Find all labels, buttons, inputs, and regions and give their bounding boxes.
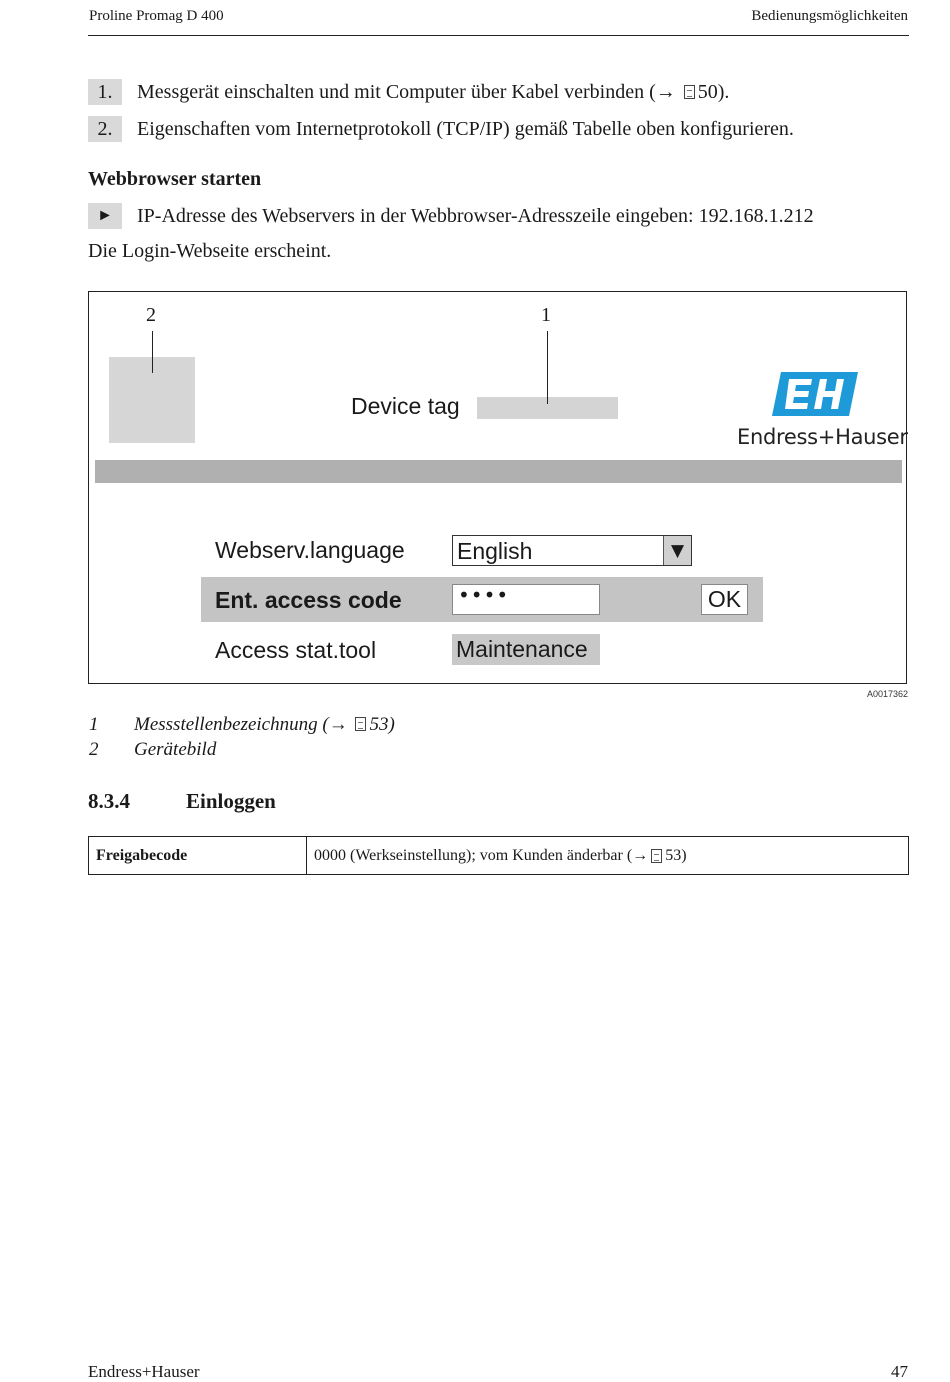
- legend-text-main: Messstellenbezeichnung (→: [134, 714, 348, 735]
- webbrowser-heading: Webbrowser starten: [88, 168, 262, 190]
- language-value: English: [457, 538, 533, 564]
- access-code-value: ••••: [458, 583, 510, 607]
- table-key: Freigabecode: [89, 837, 307, 874]
- callout-1: 1: [541, 304, 551, 326]
- step-page-ref: 50).: [697, 80, 730, 103]
- login-page-figure: [88, 291, 907, 684]
- footer-brand: Endress+Hauser: [88, 1362, 200, 1381]
- step-number: 1.: [88, 79, 122, 105]
- access-code-label: Ent. access code: [215, 587, 402, 613]
- page-ref-icon: [684, 85, 695, 99]
- callout-2-line-overlay: [152, 331, 153, 373]
- step-text: Eigenschaften vom Internetprotokoll (TCP/IP) gemäß Tabelle oben konfigurieren.: [137, 117, 794, 140]
- access-status-value: Maintenance: [452, 634, 600, 665]
- step-1: [88, 79, 729, 105]
- page-ref-icon: [651, 849, 662, 863]
- navigation-bar: [95, 460, 902, 483]
- language-label: Webserv.language: [215, 537, 405, 563]
- figure-id: A0017362: [866, 689, 908, 699]
- action-marker: ►: [88, 203, 122, 229]
- legend-page-ref: 53): [369, 714, 395, 735]
- step-text-main: Messgerät einschalten und mit Computer über Kabel verbinden (→: [137, 80, 676, 103]
- step-text: [137, 81, 729, 104]
- table-value: [307, 837, 908, 874]
- section-number: 8.3.4: [88, 789, 130, 813]
- language-select[interactable]: [452, 535, 692, 566]
- brand-name: Endress+Hauser: [737, 425, 908, 449]
- action-result: Die Login-Webseite erscheint.: [88, 240, 332, 262]
- page-ref-icon: [355, 717, 366, 731]
- callout-2: 2: [146, 304, 156, 326]
- webbrowser-action: [88, 203, 814, 229]
- table-value-text: 0000 (Werkseinstellung); vom Kunden änderbar (→: [314, 846, 649, 864]
- header-product-name: Proline Promag D 400: [89, 8, 224, 24]
- dropdown-arrow-icon[interactable]: ▼: [663, 536, 691, 565]
- legend-text: Gerätebild: [134, 739, 217, 760]
- callout-1-line-overlay: [547, 331, 548, 404]
- page-number: 47: [891, 1362, 908, 1381]
- endress-hauser-logo-icon: [772, 372, 858, 416]
- step-number: 2.: [88, 116, 122, 142]
- access-status-label: Access stat.tool: [215, 637, 377, 663]
- legend-number: 2: [89, 739, 99, 760]
- action-text: IP-Adresse des Webservers in der Webbrowser-Adresszeile eingeben: 192.168.1.212: [137, 204, 814, 227]
- section-title: Einloggen: [186, 789, 276, 813]
- header-divider: [88, 35, 909, 36]
- access-code-table: [88, 836, 909, 875]
- legend-text: [134, 714, 395, 736]
- access-code-input[interactable]: [452, 584, 600, 615]
- ok-button[interactable]: OK: [701, 584, 748, 615]
- header-chapter-title: Bedienungsmöglichkeiten: [751, 8, 908, 24]
- legend-number: 1: [89, 714, 99, 735]
- step-2: [88, 116, 794, 142]
- device-tag-label: Device tag: [351, 393, 460, 419]
- table-page-ref: 53): [665, 846, 687, 864]
